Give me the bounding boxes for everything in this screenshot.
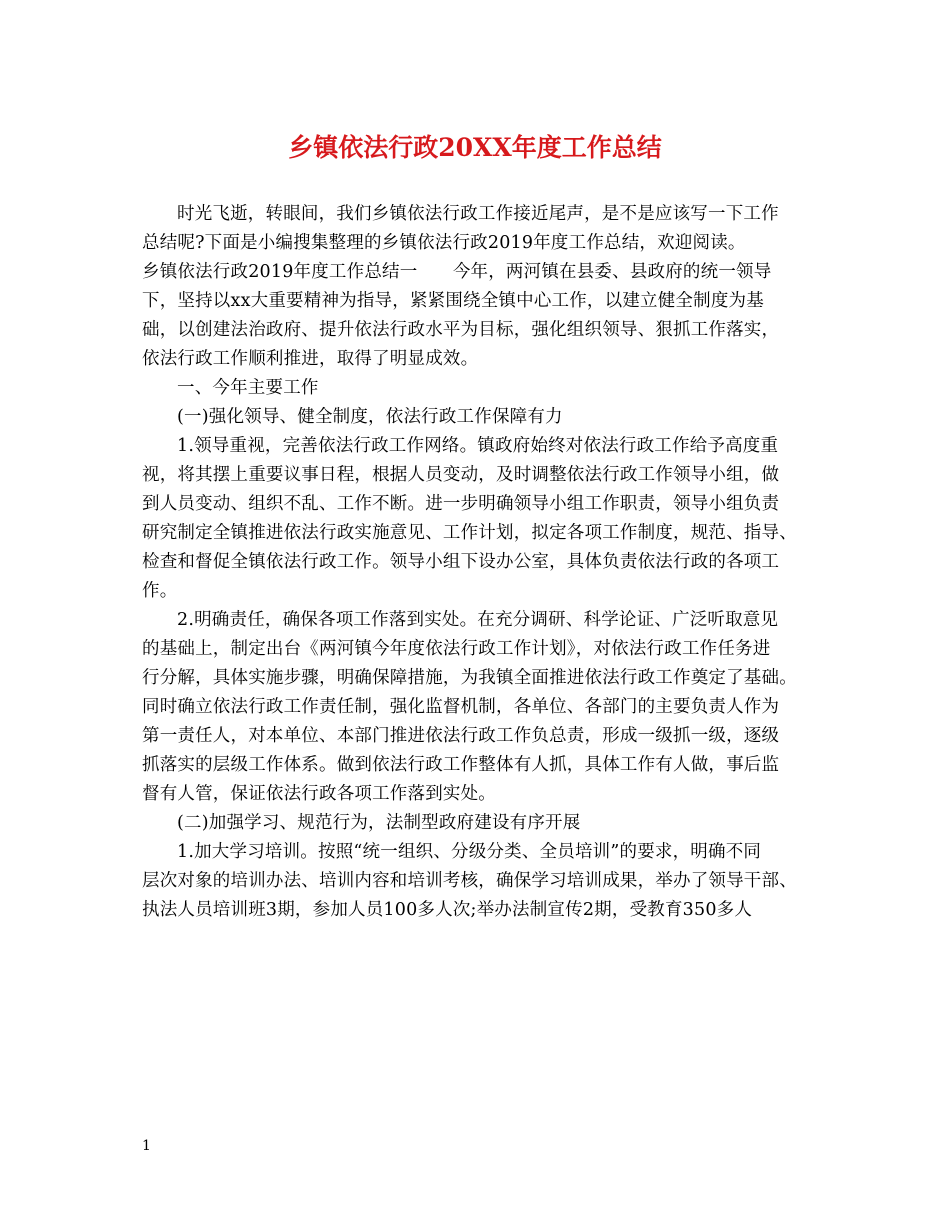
paragraph-line: 同时确立依法行政工作责任制，强化监督机制，各单位、各部门的主要负责人作为 — [142, 697, 780, 717]
page-number: 1 — [142, 1138, 151, 1154]
paragraph-line: 总结呢?下面是小编搜集整理的乡镇依法行政2019年度工作总结，欢迎阅读。 — [142, 233, 746, 253]
subsection-heading: (一)强化领导、健全制度，依法行政工作保障有力 — [177, 407, 563, 427]
document-body — [142, 200, 810, 925]
paragraph-line: 乡镇依法行政2019年度工作总结一 今年，两河镇在县委、县政府的统一领导 — [142, 262, 772, 282]
paragraph-line: 视，将其摆上重要议事日程，根据人员变动，及时调整依法行政工作领导小组，做 — [142, 465, 780, 485]
paragraph-line: 督有人管，保证依法行政各项工作落到实处。 — [142, 784, 496, 804]
paragraph-line: 的基础上，制定出台《两河镇今年度依法行政工作计划》，对依法行政工作任务进 — [142, 639, 771, 659]
paragraph-line: 时光飞逝，转眼间，我们乡镇依法行政工作接近尾声，是不是应该写一下工作 — [177, 204, 779, 224]
paragraph-line: 1.加大学习培训。按照“统一组织、分级分类、全员培训”的要求，明确不同 — [177, 842, 762, 862]
section-heading: 一、今年主要工作 — [177, 378, 319, 398]
paragraph-line: 到人员变动、组织不乱、工作不断。进一步明确领导小组工作职责，领导小组负责 — [142, 494, 780, 514]
paragraph-line: 第一责任人，对本单位、本部门推进依法行政工作负总责，形成一级抓一级，逐级 — [142, 726, 780, 746]
paragraph-line: 础，以创建法治政府、提升依法行政水平为目标，强化组织领导、狠抓工作落实， — [142, 320, 780, 340]
paragraph-line: 依法行政工作顺利推进，取得了明显成效。 — [142, 349, 479, 369]
paragraph-line: 层次对象的培训办法、培训内容和培训考核，确保学习培训成果，举办了领导干部、 — [142, 871, 797, 891]
paragraph-line: 作。 — [142, 581, 178, 601]
paragraph-line: 2.明确责任，确保各项工作落到实处。在充分调研、科学论证、广泛听取意见 — [177, 610, 779, 630]
subsection-heading: (二)加强学习、规范行为，法制型政府建设有序开展 — [177, 813, 581, 833]
paragraph-line: 执法人员培训班3期，参加人员100多人次;举办法制宣传2期，受教育350多人 — [142, 900, 753, 920]
paragraph-line: 1.领导重视，完善依法行政工作网络。镇政府始终对依法行政工作给予高度重 — [177, 436, 779, 456]
paragraph-line: 抓落实的层级工作体系。做到依法行政工作整体有人抓，具体工作有人做，事后监 — [142, 755, 780, 775]
paragraph-line: 下，坚持以xx大重要精神为指导，紧紧围绕全镇中心工作，以建立健全制度为基 — [142, 291, 764, 311]
paragraph-line: 检查和督促全镇依法行政工作。领导小组下设办公室，具体负责依法行政的各项工 — [142, 552, 780, 572]
paragraph-line: 研究制定全镇推进依法行政实施意见、工作计划，拟定各项工作制度，规范、指导、 — [142, 523, 797, 543]
document-title: 乡镇依法行政20XX年度工作总结 — [288, 133, 662, 162]
paragraph-line: 行分解，具体实施步骤，明确保障措施，为我镇全面推进依法行政工作奠定了基础。 — [142, 668, 797, 688]
